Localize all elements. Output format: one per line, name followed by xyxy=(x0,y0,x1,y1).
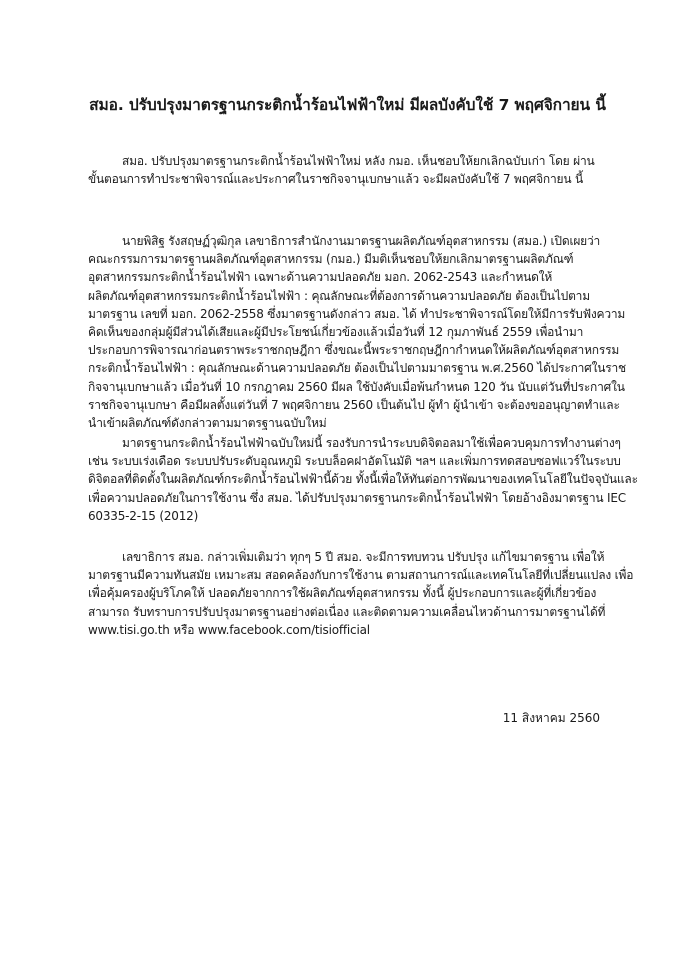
paragraph-line: อุตสาหกรรมกระติกน้ำร้อนไฟฟ้า เฉพาะด้านความปลอดภัย มอก. 2062-2543 และกำหนดให้ xyxy=(88,270,553,285)
paragraph-line: คณะกรรมการมาตรฐานผลิตภัณฑ์อุตสาหกรรม (กมอ.) มีมติเห็นชอบให้ยกเลิกมาตรฐานผลิตภัณฑ์ xyxy=(88,252,574,267)
paragraph-line: คิดเห็นของกลุ่มผู้มีส่วนได้เสียและผู้มีประโยชน์เกี่ยวข้องแล้วเมื่อวันที่ 12 กุมภาพันธ์ 2559 เพื่อนำมา xyxy=(88,325,584,340)
paragraph-line: นำเข้าผลิตภัณฑ์ดังกล่าวตามมาตรฐานฉบับใหม่ xyxy=(88,416,327,431)
paragraph-line: ผลิตภัณฑ์อุตสาหกรรมกระติกน้ำร้อนไฟฟ้า : คุณลักษณะที่ต้องการด้านความปลอดภัย ต้องเป็นไปตาม xyxy=(88,288,590,303)
paragraph-line: สามารถ รับทราบการปรับปรุงมาตรฐานอย่างต่อเนื่อง และติดตามความเคลื่อนไหวด้านการมาตรฐานได้ที่ xyxy=(88,604,606,619)
paragraph-line: นายพิสิฐ รังสฤษฏ์วุฒิกุล เลขาธิการสำนักงานมาตรฐานผลิตภัณฑ์อุตสาหกรรม (สมอ.) เปิดเผยว่า xyxy=(122,234,601,248)
paragraph-4 xyxy=(88,548,638,639)
paragraph-1 xyxy=(88,152,638,188)
paragraph-line: ดิจิตอลที่ติดตั้งในผลิตภัณฑ์กระติกน้ำร้อนไฟฟ้านี้ด้วย ทั้งนี้เพื่อให้ทันต่อการพัฒนาของเทคโนโลยีในปัจจุบันและ xyxy=(88,472,638,487)
paragraph-line: มาตรฐาน เลขที่ มอก. 2062-2558 ซึ่งมาตรฐานดังกล่าว สมอ. ได้ ทำประชาพิจารณ์โดยให้มีการรับฟังความ xyxy=(88,306,626,321)
paragraph-2 xyxy=(88,232,638,432)
paragraph-line: เพื่อความปลอดภัยในการใช้งาน ซึ่ง สมอ. ได้ปรับปรุงมาตรฐานกระติกน้ำร้อนไฟฟ้า โดยอ้างอิงมาตรฐาน IEC xyxy=(88,490,626,505)
paragraph-line: มาตรฐานมีความทันสมัย เหมาะสม สอดคล้องกับการใช้งาน ตามสถานการณ์และเทคโนโลยีที่เปลี่ยนแปลง เพื่อ xyxy=(88,568,634,583)
paragraph-line: www.tisi.go.th หรือ www.facebook.com/tisiofficial xyxy=(88,622,370,637)
paragraph-line: สมอ. ปรับปรุงมาตรฐานกระติกน้ำร้อนไฟฟ้าใหม่ หลัง กมอ. เห็นชอบให้ยกเลิกฉบับเก่า โดย ผ่าน xyxy=(122,154,595,168)
paragraph-line: เลขาธิการ สมอ. กล่าวเพิ่มเติมว่า ทุกๆ 5 ปี สมอ. จะมีการทบทวน ปรับปรุง แก้ไขมาตรฐาน เพื่อให้ xyxy=(122,550,605,564)
paragraph-line: ราชกิจจานุเบกษา คือมีผลตั้งแต่วันที่ 7 พฤศจิกายน 2560 เป็นต้นไป ผู้ทำ ผู้นำเข้า จะต้องขออนุญาตทำและ xyxy=(88,397,620,412)
paragraph-line: กระติกน้ำร้อนไฟฟ้า : คุณลักษณะด้านความปลอดภัย ต้องเป็นไปตามมาตรฐาน พ.ศ.2560 ได้ประกาศในราช xyxy=(88,361,626,376)
paragraph-line: ขั้นตอนการทำประชาพิจารณ์และประกาศในราชกิจจานุเบกษาแล้ว จะมีผลบังคับใช้ 7 พฤศจิกายน นี้ xyxy=(88,172,583,187)
paragraph-line: มาตรฐานกระติกน้ำร้อนไฟฟ้าฉบับใหม่นี้ รองรับการนำระบบดิจิตอลมาใช้เพื่อควบคุมการทำงานต่างๆ xyxy=(122,436,621,450)
document-title: สมอ. ปรับปรุงมาตรฐานกระติกน้ำร้อนไฟฟ้าใหม่ มีผลบังคับใช้ 7 พฤศจิกายน นี้ xyxy=(89,96,606,114)
paragraph-3 xyxy=(88,434,638,525)
document-date: 11 สิงหาคม 2560 xyxy=(502,711,600,725)
paragraph-line: ประกอบการพิจารณาก่อนตราพระราชกฤษฎีกา ซึ่งขณะนี้พระราชกฤษฎีกากำหนดให้ผลิตภัณฑ์อุตสาหกรรม xyxy=(88,343,620,358)
paragraph-line: กิจจานุเบกษาแล้ว เมื่อวันที่ 10 กรกฎาคม 2560 มีผล ใช้บังคับเมื่อพ้นกำหนด 120 วัน นับแต่วันที่ประกาศใน xyxy=(88,379,625,394)
paragraph-line: เพื่อคุ้มครองผู้บริโภคให้ ปลอดภัยจากการใช้ผลิตภัณฑ์อุตสาหกรรม ทั้งนี้ ผู้ประกอบการและผู้ที่เกี่ยวข้อง xyxy=(88,586,597,601)
paragraph-line: เช่น ระบบเร่งเดือด ระบบปรับระดับอุณหภูมิ ระบบล็อคฝาอัตโนมัติ ฯลฯ และเพิ่มการทดสอบซอฟแวร์ในระบบ xyxy=(88,454,621,469)
paragraph-line: 60335-2-15 (2012) xyxy=(88,508,199,523)
